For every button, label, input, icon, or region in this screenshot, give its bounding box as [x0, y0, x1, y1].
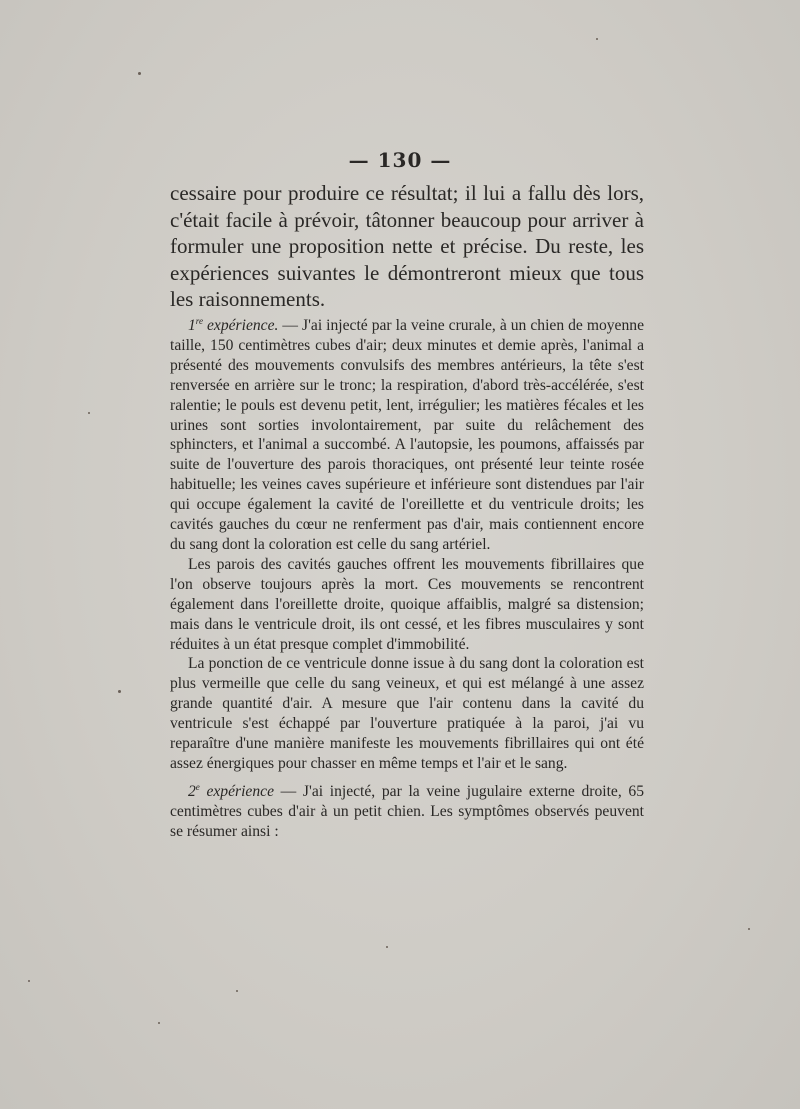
paper-speck	[596, 38, 598, 40]
paper-speck	[28, 980, 30, 982]
experience-2-number: 2	[188, 782, 196, 800]
experience-2-paragraph	[170, 782, 644, 842]
paper-speck	[236, 990, 238, 992]
paper-speck	[88, 412, 90, 414]
page-number: — 130 —	[348, 148, 452, 172]
paper-speck	[386, 946, 388, 948]
intro-text: cessaire pour produire ce résultat; il lui a fallu dès lors, c'était facile à prévoir, tâtonner beaucoup pour arriver à formuler une proposition nette et précise. Du reste, les expériences suivantes le démontreront mieux que tous les raisonnements.	[170, 181, 644, 311]
body-text	[170, 316, 644, 842]
experience-2-ordinal: e	[195, 781, 200, 792]
experience-2-text: — J'ai injecté, par la veine jugulaire externe droite, 65 centimètres cubes d'air à un petit chien. Les symptômes observés peuvent se résumer ainsi :	[170, 782, 644, 840]
intro-paragraph	[170, 180, 644, 313]
experience-1-ordinal: re	[195, 315, 203, 326]
experience-1-paragraph	[170, 316, 644, 555]
puncture-paragraph: La ponction de ce ventricule donne issue à du sang dont la coloration est plus vermeille que celle du sang veineux, et qui est mélangé à une assez grande quantité d'air. A mesure que l'air contenu dans la cavité du ventricule s'est échappé par l'ouverture pratiquée à la paroi, j'ai vu reparaître d'une manière manifeste les mouvements fibrillaires qui ont été assez énergiques pour chasser en même temps et l'air et le sang.	[170, 655, 644, 772]
paper-speck	[118, 690, 121, 693]
experience-1-text: — J'ai injecté par la veine crurale, à un chien de moyenne taille, 150 centimètres cubes d'air; deux minutes et demie après, l'animal a présenté des mouvements convulsifs des membres antérieurs, la tête s'est renversée en arrière sur le tronc; la respiration, d'abord très-accélérée, s'est ralentie; le pouls est devenu petit, lent, irrégulier; les matières fécales et les urines sont sorties involontairement, par suite du relâchement des sphincters, et l'animal a succombé. A l'autopsie, les poumons, affaissés par suite de l'ouverture des parois thoraciques, ont présenté leur teinte rosée habituelle; les veines caves supérieure et inférieure sont distendues par l'air qui occupe également la cavité de l'oreillette et du ventricule droits; les cavités gauches du cœur ne renferment pas d'air, mais contiennent encore du sang dont la coloration est celle du sang artériel.	[170, 317, 644, 553]
experience-1-heading	[188, 317, 278, 334]
experience-2-label: expérience	[206, 782, 274, 800]
fibrillation-paragraph: Les parois des cavités gauches offrent les mouvements fibrillaires que l'on observe toujours après la mort. Ces mouvements se rencontrent également dans l'oreillette droite, quoique affaiblis, malgré sa distension; mais dans le ventricule droit, ils ont cessé, et les fibres musculaires y sont réduites à un état presque complet d'immobilité.	[170, 555, 644, 653]
paper-speck	[748, 928, 750, 930]
experience-1-label: expérience.	[206, 317, 279, 334]
paper-speck	[158, 1022, 160, 1024]
experience-1-number: 1	[188, 317, 196, 334]
experience-2-heading	[188, 783, 274, 800]
paper-speck	[138, 72, 141, 75]
